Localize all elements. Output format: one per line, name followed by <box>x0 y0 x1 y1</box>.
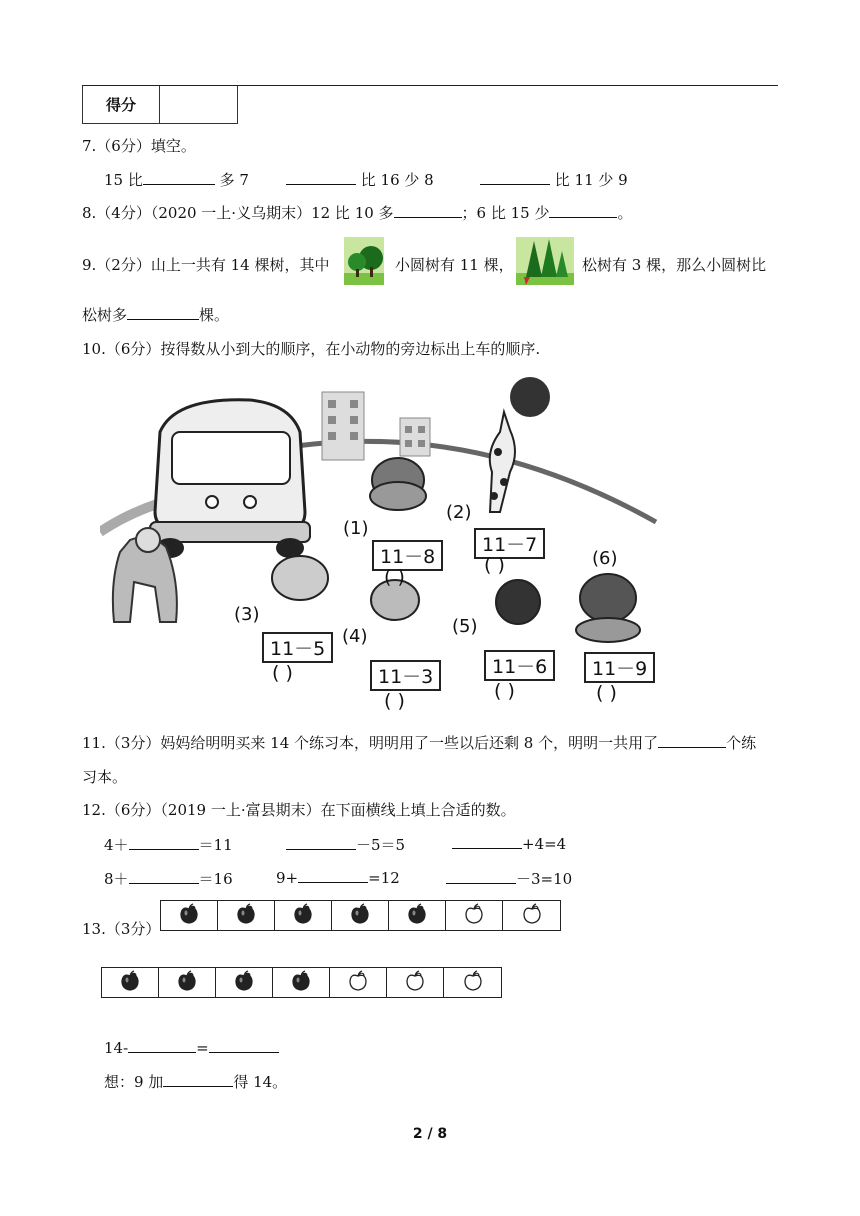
q12-r1c3-b: +4=4 <box>522 835 567 853</box>
apple-filled-icon <box>178 903 200 929</box>
q9-c: 松树有 3 棵，那么小圆树比 <box>582 256 767 274</box>
apple-filled-icon <box>290 970 312 996</box>
round-tree-icon <box>344 237 384 285</box>
score-label: 得分 <box>83 86 160 123</box>
apple-row-2-cell <box>387 968 444 997</box>
q8-b: ；6 比 15 少 <box>461 204 550 222</box>
apple-outline-icon <box>521 903 543 929</box>
apple-row-2-cell <box>273 968 330 997</box>
apple-row-1-cell <box>446 901 503 930</box>
pine-tree-icon <box>516 237 574 285</box>
q10-expr-2: 11－7 <box>474 528 545 559</box>
q7-part1-b: 多 7 <box>219 171 249 189</box>
q10-num-2: (2) <box>446 502 472 523</box>
q13-eq-b: = <box>196 1039 209 1057</box>
q9-line-2 <box>82 304 229 325</box>
apple-filled-icon <box>292 903 314 929</box>
apple-filled-icon <box>235 903 257 929</box>
q7-line-2 <box>286 169 434 190</box>
apple-row-1-cell <box>161 901 218 930</box>
q10-num-4: (4) <box>342 626 368 647</box>
q9-e: 棵。 <box>199 306 230 324</box>
q7-blank-2[interactable] <box>286 170 356 185</box>
q7-line-3 <box>480 169 628 190</box>
q7-blank-3[interactable] <box>480 170 550 185</box>
apple-row-1-cell <box>389 901 446 930</box>
apple-filled-icon <box>233 970 255 996</box>
q10-expr-4: 11－3 <box>370 660 441 691</box>
q7-blank-1[interactable] <box>143 170 215 185</box>
q10-paren-5[interactable]: ( ) <box>494 680 515 702</box>
apple-row-1-cell <box>503 901 560 930</box>
q13-equation <box>104 1038 279 1057</box>
apple-filled-icon <box>406 903 428 929</box>
q12-r1c1-b: ＝11 <box>198 836 233 854</box>
q12-blank-1[interactable] <box>129 835 199 850</box>
score-box <box>82 86 238 124</box>
q12-r2c2-a: 9+ <box>276 869 299 887</box>
q12-r2c3-b: －3=10 <box>516 870 573 888</box>
apple-row-2-cell <box>444 968 501 997</box>
q9-blank[interactable] <box>127 305 199 320</box>
q10-num-3: (3) <box>234 604 260 625</box>
q10-num-1: (1) <box>343 518 369 539</box>
apple-outline-icon <box>404 970 426 996</box>
q7-part1-a: 15 比 <box>104 171 143 189</box>
q12-blank-2[interactable] <box>286 835 356 850</box>
q9-b: 小圆树有 11 棵， <box>395 256 514 274</box>
q12-r2c1 <box>104 868 233 889</box>
q12-r2c1-b: ＝16 <box>198 870 233 888</box>
q13-blank-3[interactable] <box>163 1072 233 1087</box>
apple-row-1 <box>160 900 561 931</box>
q8-a: 8.（4分）（2020 一上·义乌期末）12 比 10 多 <box>82 204 394 222</box>
apple-row-1-cell <box>218 901 275 930</box>
apple-filled-icon <box>119 970 141 996</box>
q12-blank-3[interactable] <box>452 834 522 849</box>
q10-paren-3[interactable]: ( ) <box>272 662 293 684</box>
q12-r1c2 <box>286 834 405 855</box>
apple-filled-icon <box>176 970 198 996</box>
q7-line <box>104 169 249 190</box>
apple-row-2-cell <box>330 968 387 997</box>
q13-eq-a: 14- <box>104 1039 129 1057</box>
apple-row-2-cell <box>159 968 216 997</box>
q8-blank-2[interactable] <box>549 203 617 218</box>
q11-a: 11.（3分）妈妈给明明买来 14 个练习本，明明用了一些以后还剩 8 个，明明一共用了 <box>82 734 659 752</box>
apple-outline-icon <box>463 903 485 929</box>
score-field[interactable] <box>160 86 237 123</box>
q12-r2c3 <box>446 868 572 889</box>
apple-outline-icon <box>462 970 484 996</box>
q11-c: 习本。 <box>82 768 128 786</box>
q7-part3: 比 11 少 9 <box>554 171 628 189</box>
q12-r2c2-b: =12 <box>368 869 400 887</box>
q10-expr-1: 11－8 <box>372 540 443 571</box>
q10-expr-6: 11－9 <box>584 652 655 683</box>
q12-blank-6[interactable] <box>446 869 516 884</box>
q13-header: 13.（3分） <box>82 920 161 938</box>
q10-paren-2[interactable]: ( ) <box>484 554 505 576</box>
q13-blank-2[interactable] <box>209 1038 279 1053</box>
q7-part2: 比 16 少 8 <box>360 171 434 189</box>
q7-header: 7.（6分）填空。 <box>82 137 196 155</box>
q10-paren-6[interactable]: ( ) <box>596 682 617 704</box>
apple-row-2-cell <box>216 968 273 997</box>
q13-blank-1[interactable] <box>128 1038 196 1053</box>
q12-r2c1-a: 8＋ <box>104 870 129 888</box>
q8-line <box>82 202 633 223</box>
apple-row-1-cell <box>275 901 332 930</box>
q8-c: 。 <box>617 204 633 222</box>
q12-r1c3 <box>452 834 566 853</box>
apple-filled-icon <box>349 903 371 929</box>
q12-r2c2 <box>276 868 400 887</box>
page-number: 2 / 8 <box>412 1126 448 1142</box>
q10-header: 10.（6分）按得数从小到大的顺序，在小动物的旁边标出上车的顺序. <box>82 340 541 358</box>
q9-d: 松树多 <box>82 306 128 324</box>
q8-blank-1[interactable] <box>394 203 462 218</box>
q10-expr-5: 11－6 <box>484 650 555 681</box>
q10-paren-4[interactable]: ( ) <box>384 690 405 712</box>
apple-row-1-cell <box>332 901 389 930</box>
q13-think-b: 得 14。 <box>233 1073 288 1091</box>
q10-expr-3: 11－5 <box>262 632 333 663</box>
q12-blank-4[interactable] <box>129 869 199 884</box>
apple-row-2 <box>101 967 502 998</box>
q11-b: 个练 <box>726 734 757 752</box>
q11-blank[interactable] <box>658 733 726 748</box>
q9-a: 9.（2分）山上一共有 14 棵树，其中 <box>82 256 330 274</box>
apple-outline-icon <box>347 970 369 996</box>
q12-header: 12.（6分）（2019 一上·富县期末）在下面横线上填上合适的数。 <box>82 801 516 819</box>
q12-blank-5[interactable] <box>298 868 368 883</box>
q10-num-5: (5) <box>452 616 478 637</box>
q10-paren-1[interactable]: ( ) <box>384 566 405 588</box>
q10-num-6: (6) <box>592 548 618 569</box>
q12-r1c1-a: 4＋ <box>104 836 129 854</box>
q13-think-a: 想：9 加 <box>104 1073 164 1091</box>
q12-r1c2-b: －5＝5 <box>356 836 406 854</box>
q13-think <box>104 1071 287 1092</box>
q12-r1c1 <box>104 834 233 855</box>
apple-row-2-cell <box>102 968 159 997</box>
q11-line <box>82 732 756 753</box>
